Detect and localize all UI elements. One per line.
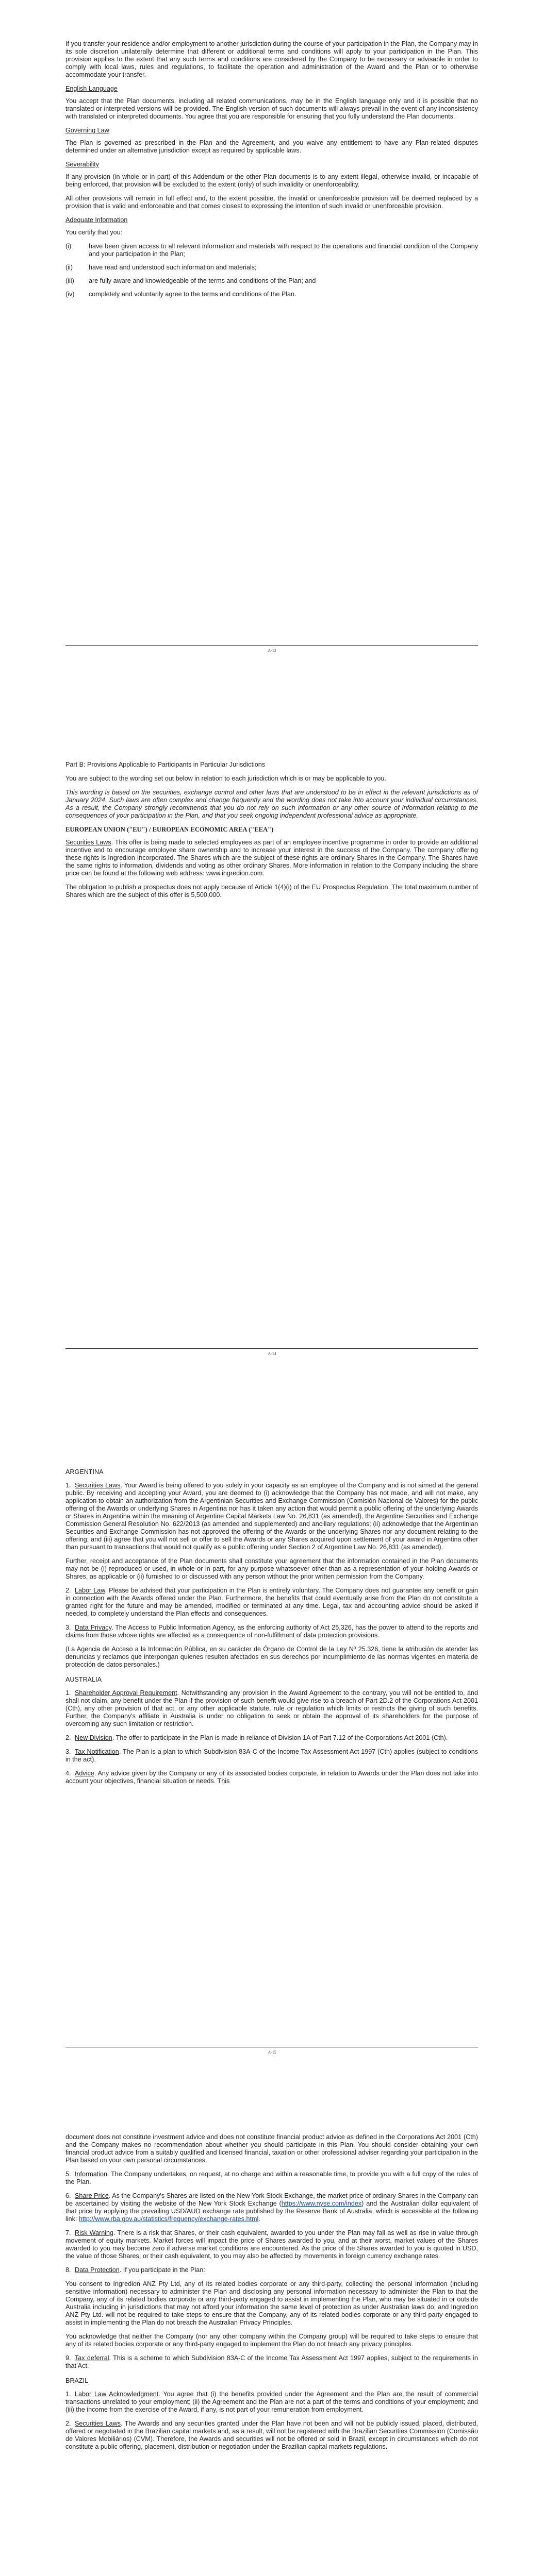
list-item-text: are fully aware and knowledgeable of the terms and conditions of the Plan; and: [89, 277, 316, 284]
securities-laws-label: Securities Laws: [65, 839, 111, 846]
list-item-number: (ii): [65, 264, 73, 271]
section-number: 1.: [65, 1689, 71, 1697]
brazil-securities-paragraph: [65, 2420, 478, 2451]
australia-new-division-label: New Division: [75, 1734, 112, 1741]
page-a15-body: [65, 1461, 478, 1791]
page-divider: [65, 1348, 478, 1349]
page-a14-body: [65, 761, 478, 905]
section-number: 2.: [65, 2420, 71, 2427]
list-item-number: (iv): [65, 291, 75, 298]
severability-paragraph-1: If any provision (in whole or in part) of this Addendum or the other Plan documents is to any extent illegal, otherwise invalid, or incapable of being enforced, that provision will be excluded to the extent (only) of such invalidity or unenforceability.: [65, 173, 478, 188]
australia-risk-warning-label: Risk Warning: [75, 2229, 114, 2236]
prospectus-paragraph: The obligation to publish a prospectus does not apply because of Article 1(4)(i) of the EU Prospectus Regulation. The total maximum number of Shares which are the subject of this offer is 5,500,000.: [65, 884, 478, 899]
australia-information-label: Information: [75, 2171, 107, 2178]
list-item-number: (iii): [65, 277, 74, 284]
share-price-text: ) and the Australian dollar equivalent of that price by applying the prevailing USD/AUD exchange rate published by the Reserve Bank of Australia, which is accessible at the following link:: [65, 2200, 479, 2223]
australia-information-text: . The Company undertakes, on request, at no charge and within a reasonable time, to provide you with a full copy of the rules of the Plan.: [65, 2171, 478, 2185]
australia-tax-notification-label: Tax Notification: [75, 1748, 119, 1755]
brazil-labor-text: . You agree that (i) the benefits provided under the Agreement and the Plan are the result of commercial transactions unrelated to your employment; (ii) the Agreement and the Plan are not a part of the terms and conditions of your employment; and (iii) the income from the exercise of the Award, if any, is not part of your remuneration from employment.: [65, 2391, 478, 2413]
australia-advice-label: Advice: [75, 1770, 94, 1777]
argentina-labor-label: Labor Law: [75, 1587, 105, 1594]
australia-new-division-paragraph: [65, 1734, 478, 1742]
section-number: 7.: [65, 2229, 71, 2236]
rba-exchange-rates-link[interactable]: http://www.rba.gov.au/statistics/frequency/exchange-rates.html: [78, 2215, 259, 2223]
page-a13: [0, 0, 544, 703]
section-number: 6.: [65, 2192, 71, 2199]
english-language-heading: English Language: [65, 85, 118, 92]
data-protection-consent-paragraph: You consent to Ingredion ANZ Pty Ltd, any of its related bodies corporate or any third-party, collecting the personal information (including sensitive information) necessary to administer the Plan and disclosing any personal information necessary to administer the Plan to that the Company, any of its related bodies corporate or any third-party engaged to assist in implementing the Plan, who may be situated in or outside Australia including in jurisdictions that may not afford your information the same level of protection as under Australian laws do; and Ingredion ANZ Pty Ltd. will not be required to take steps to ensure that the Company, any of its related bodies corporate or any third-party engaged to assist in implementing the Plan do not breach the Australian Privacy Principles.: [65, 2280, 478, 2326]
argentina-labor-text: . Please be advised that your participation in the Plan is entirely voluntary. The Company does not guarantee any benefit or gain in connection with the Awards offered under the Plan. Furthermore, the benefits that could eventually arise from the Plan do not constitute a granted right for the future and may be amended, modified or terminated at any time. Legal, tax and accounting advice should be asked if needed, to completely understand the Plan effects and consequences.: [65, 1587, 478, 1617]
australia-shareholder-text: . Notwithstanding any provision in the Award Agreement to the contrary, you will not be entitled to, and shall not claim, any benefit under the Plan if the provision of such benefit would give rise to a breach of Part 2D.2 of the Corporations Act 2001 (Cth), any other provision of that act, or any other applicable statute, rule or regulation which limits or restricts the giving of such benefits. Further, the Company's affiliate in Australia is under no obligation to seek or obtain the approval of its shareholders for the purpose of overcoming any such limitation or restriction.: [65, 1689, 478, 1727]
australia-tax-notification-text: . The Plan is a plan to which Subdivision 83A-C of the Income Tax Assessment Act 1997 (Cth) applies (subject to conditions in the act).: [65, 1748, 478, 1763]
securities-laws-text: . This offer is being made to selected employees as part of an employee incentive programme in order to provide an additional incentive and to encourage employee share ownership and to increase your interest in the success of the Company. The company offering these rights is Ingredion Incorporated. The Shares which are the subject of these rights are ordinary Shares in the Company. The Shares have the same rights to information, dividends and voting as other ordinary Shares. More information in relation to the Company including the share price can be found at the following web address: www.ingredion.com.: [65, 839, 478, 877]
australia-tax-deferral-label: Tax deferral: [75, 2354, 109, 2362]
page-a13-body: [65, 40, 478, 304]
brazil-securities-label: Securities Laws: [75, 2420, 121, 2427]
australia-data-protection-text: . If you participate in the Plan:: [119, 2266, 205, 2274]
argentina-privacy-text: . The Access to Public Information Agency, as the enforcing authority of Act 25,326, has the power to attend to the reports and claims from those whose rights are affected as a consequence of non-fulfillment of data protection provisions.: [65, 1624, 479, 1639]
argentina-spanish-paragraph: (La Agencia de Acceso a la Información Pública, en su carácter de Órgano de Control de la Ley Nº 25.326, tiene la atribución de atender las denuncias y reclamos que interpongan quienes resulten afectados en sus derechos por incumplimiento de las normas vigentes en materia de protección de datos personales.): [65, 1646, 478, 1668]
section-number: 4.: [65, 1770, 71, 1777]
australia-heading: AUSTRALIA: [65, 1676, 102, 1683]
part-b-heading: Part B: Provisions Applicable to Participants in Particular Jurisdictions: [65, 761, 266, 768]
section-number: 9.: [65, 2354, 71, 2362]
page-a16: [0, 2110, 544, 2576]
eu-eea-heading: EUROPEAN UNION ("EU") / EUROPEAN ECONOMIC AREA ("EEA"): [65, 826, 274, 833]
australia-tax-deferral-text: . This is a scheme to which Subdivision 83A-C of the Income Tax Assessment Act 1997 applies, subject to the requirements in that Act.: [65, 2354, 479, 2369]
nyse-link[interactable]: https://www.nyse.com/index: [281, 2200, 362, 2207]
section-number: 5.: [65, 2171, 71, 2178]
governing-law-heading: Governing Law: [65, 127, 109, 134]
severability-heading: Severability: [65, 161, 100, 168]
argentina-privacy-paragraph: [65, 1624, 478, 1639]
section-number: 2.: [65, 1734, 71, 1741]
section-number: 1.: [65, 2391, 71, 2398]
argentina-securities-label: Securities Laws: [75, 1482, 121, 1489]
advice-continued-paragraph: document does not constitute investment advice and does not constitute financial product advice as defined in the Corporations Act 2001 (Cth) and the Company makes no recommendation about whether you should participate in this Plan. You should consider obtaining your own financial product advice from a suitably qualified and licensed financial, taxation or other professional adviser regarding your participation in the Plan based on your own personal circumstances.: [65, 2133, 478, 2164]
brazil-labor-paragraph: [65, 2391, 478, 2414]
page-number: A-13: [268, 648, 276, 653]
section-number: 2.: [65, 1587, 71, 1594]
eu-securities-paragraph: [65, 839, 478, 877]
australia-share-price-paragraph: [65, 2192, 478, 2223]
australia-risk-warning-paragraph: [65, 2229, 478, 2260]
english-language-paragraph: You accept that the Plan documents, including all related communications, may be in the English language only and it is possible that no translated or interpreted versions will be provided. The English version of such documents will always prevail in the event of any inconsistency with translated or interpreted documents. You agree that you are responsible for ensuring that you fully understand the Plan documents.: [65, 97, 478, 120]
adequate-information-heading: Adequate Information: [65, 216, 128, 224]
brazil-securities-text: . The Awards and any securities granted under the Plan have not been and will not be publicly issued, placed, distributed, offered or negotiated in the Brazilian capital markets and, as a result, will not be registered with the Brazilian Securities Commission (Comissão de Valores Mobiliários) (CVM). Therefore, the Awards and securities will not be offered or sold in Brazil, except in circumstances which do not constitute a public offering, placement, distribution or negotiation under the Brazilian capital markets regulations.: [65, 2420, 478, 2450]
data-protection-ack-paragraph: You acknowledge that neither the Company (nor any other company within the Company group) will be required to take steps to ensure that any of its related bodies corporate or any third-party engaged to implement the Plan do not breach any privacy principles.: [65, 2333, 478, 2348]
certify-paragraph: You certify that you:: [65, 229, 123, 236]
argentina-heading: ARGENTINA: [65, 1468, 104, 1476]
subject-paragraph: You are subject to the wording set out below in relation to each jurisdiction which is or may be applicable to you.: [65, 775, 386, 782]
list-item: [65, 291, 478, 298]
section-number: 1.: [65, 1482, 71, 1489]
australia-shareholder-label: Shareholder Approval Requirement: [75, 1689, 177, 1697]
page-number: A-14: [268, 1351, 276, 1356]
page-number: A-15: [268, 2050, 276, 2055]
australia-advice-paragraph: [65, 1770, 478, 1785]
governing-law-paragraph: The Plan is governed as prescribed in the Plan and the Agreement, and you waive any entitlement to have any Plan-related disputes determined under an alternative jurisdiction except as required by applicable laws.: [65, 139, 478, 154]
australia-risk-warning-text: . There is a risk that Shares, or their cash equivalent, awarded to you under the Plan may fall as well as rise in value through movement of equity markets. Market forces will impact the price of Shares awarded to you, and at their worst, market values of the Shares awarded to you may become zero if adverse market conditions are encountered. As the price of the Shares awarded to you is quoted in USD, the value of those Shares, or their cash equivalent, to you may also be affected by movements in foreign currency exchange rates.: [65, 2229, 478, 2260]
brazil-labor-label: Labor Law Acknowledgment: [75, 2391, 159, 2398]
list-item-text: have been given access to all relevant information and materials with respect to the operations and financial condition of the Company and your participation in the Plan;: [89, 243, 478, 258]
argentina-privacy-label: Data Privacy: [75, 1624, 111, 1631]
brazil-heading: BRAZIL: [65, 2377, 89, 2384]
share-price-text: . As the Company's Shares are listed on the New York Stock Exchange, the market price of ordinary Shares in the Company can be ascertained by visiting the website of the New York Stock Exchange (: [65, 2192, 478, 2207]
australia-tax-deferral-paragraph: [65, 2354, 478, 2370]
section-number: 8.: [65, 2266, 71, 2274]
argentina-securities-text: . Your Award is being offered to you solely in your capacity as an employee of the Company and is not aimed at the general public. By receiving and accepting your Award, you are deemed to (i) acknowledge that the Company has not made, and will not make, any application to obtain an authorization from the Argentinian Securities and Exchange Commission (Comisión Nacional de Valores) for the public offering of the Awards or underlying Shares in Argentina nor has it taken any action that would permit a public offering of the underlying Awards or Shares in Argentina within the meaning of Argentine Capital Markets Law No. 26,831 (as amended), the Argentine Securities and Exchange Commission General Resolution No. 622/2013 (as amended and supplemented) and ancillary regulations; (ii) acknowledge that the Argentinian Securities and Exchange Commission has not approved the offering of the Awards or the underlying Shares nor any document relating to the offering; and (iii) agree that you will not sell or offer to sell the Awards or any Shares acquired upon settlement of your award in Argentina other than pursuant to transactions that would not qualify as a public offering under Section 2 of Argentine Law No. 26,831 (as amended).: [65, 1482, 478, 1551]
argentina-labor-paragraph: [65, 1587, 478, 1618]
list-item: [65, 264, 478, 272]
section-number: 3.: [65, 1748, 71, 1755]
list-item-number: (i): [65, 243, 72, 250]
australia-tax-notification-paragraph: [65, 1748, 478, 1764]
australia-data-protection-label: Data Protection: [75, 2266, 120, 2274]
argentina-securities-paragraph: [65, 1482, 478, 1551]
section-number: 3.: [65, 1624, 71, 1631]
list-item-text: completely and voluntarily agree to the terms and conditions of the Plan.: [89, 291, 296, 298]
argentina-further-paragraph: Further, receipt and acceptance of the Plan documents shall constitute your agreement that the information contained in the Plan documents may not be (i) reproduced or used, in whole or in part, for any purpose whatsoever other than as a representation of your holding Awards or Shares, as applicable or (ii) furnished to or discussed with any person without the prior written permission from the Company.: [65, 1557, 478, 1580]
residence-paragraph: If you transfer your residence and/or employment to another jurisdiction during the course of your participation in the Plan, the Company may in its sole discretion unilaterally determine that different or additional terms and conditions will apply to your participation in the Plan. This provision applies to the extent that any such terms and conditions are considered by the Company to be necessary or advisable in order to comply with local laws, rules and regulations, to facilitate the operation and administration of the Award and the Plan or to otherwise accommodate your transfer.: [65, 40, 478, 78]
australia-share-price-label: Share Price: [75, 2192, 109, 2199]
share-price-text: .: [258, 2215, 260, 2223]
list-item: [65, 243, 478, 258]
list-item-text: have read and understood such information and materials;: [89, 264, 257, 271]
australia-information-paragraph: [65, 2171, 478, 2186]
list-item: [65, 277, 478, 285]
australia-shareholder-paragraph: [65, 1689, 478, 1728]
severability-paragraph-2: All other provisions will remain in full effect and, to the extent possible, the invalid or unenforceable provision will be deemed replaced by a provision that is valid and enforceable and that comes closest to expressing the intention of such invalid or unenforceable provision.: [65, 195, 478, 210]
page-a16-body: [65, 2133, 478, 2457]
australia-data-protection-paragraph: [65, 2266, 478, 2274]
page-a15: [0, 1406, 544, 2110]
wording-paragraph: This wording is based on the securities, exchange control and other laws that are understood to be in effect in the relevant jurisdictions as of January 2024. Such laws are often complex and change frequently and the wording does not take into account your individual circumstances. As a result, the Company strongly recommends that you do not rely on such information or any other source of information relating to the consequences of your participation in the Plan, and that you seek ongoing independent professional advice as appropriate.: [65, 789, 478, 819]
australia-advice-text: . Any advice given by the Company or any of its associated bodies corporate, in relation to Awards under the Plan does not take into account your objectives, financial situation or needs. This: [65, 1770, 478, 1785]
page-divider: [65, 645, 478, 646]
page-a14: [0, 703, 544, 1406]
australia-new-division-text: . The offer to participate in the Plan is made in reliance of Division 1A of Part 7.12 of the Corporations Act 2001 (Cth).: [112, 1734, 448, 1741]
